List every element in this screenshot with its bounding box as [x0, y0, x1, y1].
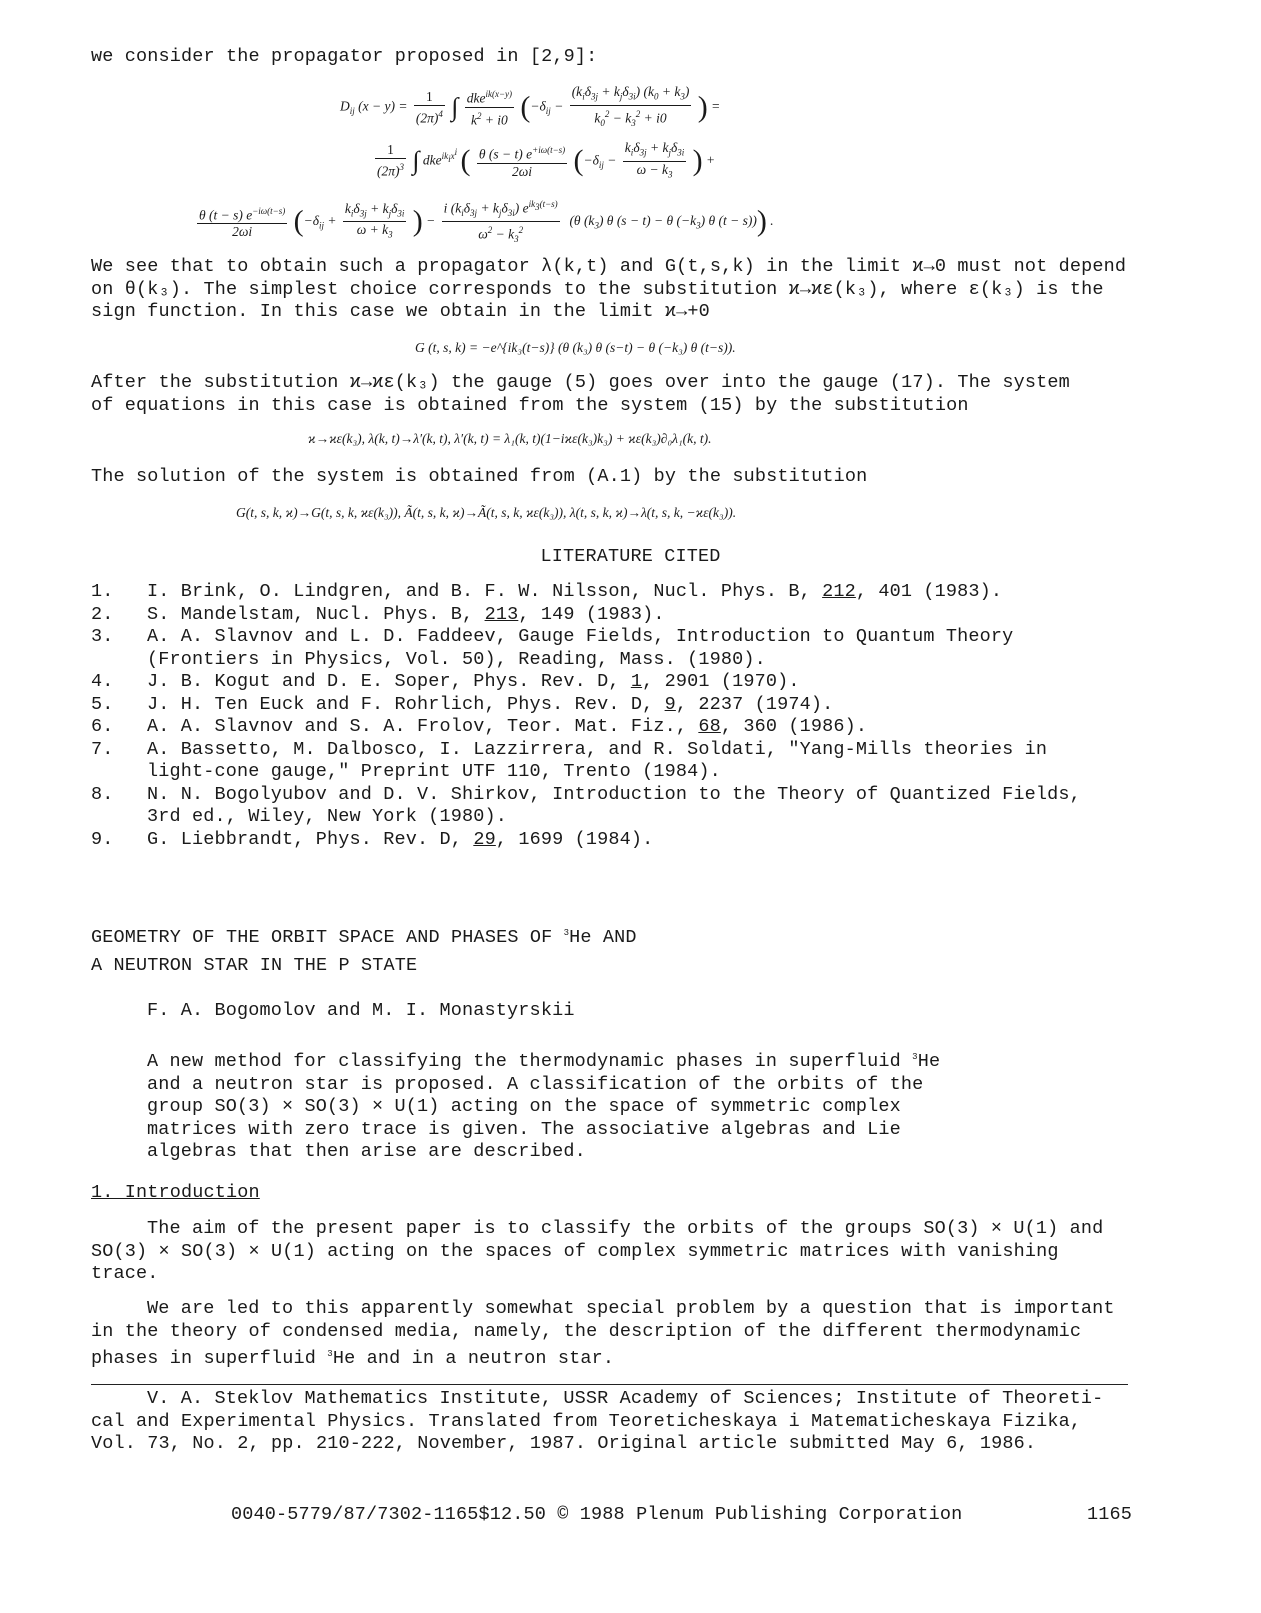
article-title-line1: GEOMETRY OF THE ORBIT SPACE AND PHASES OF $^3$He AND — [91, 927, 637, 949]
equation-solution: G(t, s, k, ϰ)→G(t, s, k, ϰε(k₃)), Ã(t, s, k, ϰ)→Ã(t, s, k, ϰε(k₃)), λ(t, s, k, ϰ)→λ(t, s, k, −ϰε(k₃)). — [236, 505, 737, 520]
reference-item: 5. J. H. Ten Euck and F. Rohrlich, Phys. Rev. D, 9, 2237 (1974). — [91, 693, 834, 715]
propagator-equation-line2: $\frac{1}{(2\pi)^3}$ ∫ dke$^{ik_ix^i}$ ( $\frac{\theta (s - t) e^{+i\omega(t-s)}}{2\omega i}$ ($-\delta_{ij}$ − $\frac{k_i\delta_{3j} + k_j\delta_{3i}}{\omega - k_3}$ ) + — [377, 140, 716, 180]
footnote-line2: cal and Experimental Physics. Translated from Teoreticheskaya i Matematicheskaya Fizika, — [91, 1410, 1082, 1432]
propagator-equation-line3: $\frac{\theta (t - s) e^{-i\omega(t-s)}}{2\omega i}$ ($-\delta_{ij}$ + $\frac{k_i\delta_{3j} + k_j\delta_{3i}}{\omega + k_3}$ ) − $\frac{i (k_i\delta_{3j} + k_j\delta_{3i}) e^{ik_3(t-s)}}{\omega^2 - k_3^2}$ (θ $(k_3)$ θ (s − t) − θ $(-k_3)$ θ (t − s))) . — [194, 196, 774, 247]
footnote-line3: Vol. 73, No. 2, pp. 210-222, November, 1987. Original article submitted May 6, 1986. — [91, 1433, 1037, 1454]
reference-item: 1. I. Brink, O. Lindgren, and B. F. W. Nilsson, Nucl. Phys. B, 212, 401 (1983). — [91, 581, 1003, 602]
abstract-line2: and a neutron star is proposed. A classification of the orbits of the — [147, 1073, 924, 1095]
article-abstract — [147, 1046, 940, 1164]
paragraph-1-line3: sign function. In this case we obtain in the limit ϰ→+0 — [91, 301, 710, 322]
abstract-line4: matrices with zero trace is given. The associative algebras and Lie — [147, 1118, 901, 1140]
intro-line: we consider the propagator proposed in [2,9]: — [91, 46, 598, 67]
paragraph-2-line1: After the substitution ϰ→ϰε(k₃) the gauge (5) goes over into the gauge (17). The system — [91, 372, 1070, 393]
abstract-line3: group SO(3) × SO(3) × U(1) acting on the space of symmetric complex — [147, 1096, 901, 1118]
abstract-line5: algebras that then arise are described. — [147, 1141, 586, 1163]
intro-paragraph-2-line2: in the theory of condensed media, namely, the description of the different thermodynamic — [91, 1320, 1082, 1342]
intro-paragraph-1-line2: SO(3) × SO(3) × U(1) acting on the spaces of complex symmetric matrices with vanishing — [91, 1240, 1059, 1262]
reference-item: 2. S. Mandelstam, Nucl. Phys. B, 213, 149 (1983). — [91, 603, 665, 625]
section-heading: 1. Introduction — [91, 1182, 260, 1203]
reference-item: 7. A. Bassetto, M. Dalbosco, I. Lazzirrera, and R. Soldati, "Yang-Mills theories in light-cone gauge," Preprint UTF 110, Trento (1984). — [91, 738, 1048, 782]
paragraph-2 — [91, 372, 1070, 417]
paragraph-1-line2: on θ(k₃). The simplest choice corresponds to the substitution ϰ→ϰε(k₃), where ε(k₃) is the — [91, 278, 1104, 300]
abstract-line1: A new method for classifying the thermodynamic phases in superfluid $^3$He — [147, 1051, 941, 1073]
paragraph-1-line1: We see that to obtain such a propagator λ(k,t) and G(t,s,k) in the limit ϰ→0 must not depend — [91, 256, 1127, 277]
reference-item: 3. A. A. Slavnov and L. D. Faddeev, Gauge Fields, Introduction to Quantum Theory (Frontiers in Physics, Vol. 50), Reading, Mass. (1980). — [91, 626, 1014, 670]
paragraph-2-line2: of equations in this case is obtained from the system (15) by the substitution — [91, 394, 969, 416]
propagator-equation-line1: $D_{ij}$ (x − y) = $\frac{1}{(2\pi)^4}$ ∫ $\frac{dke^{ik(x-y)}}{k^2 + i0}$ ($-\delta_{ij}$ − $\frac{(k_i\delta_{3j} + k_j\delta_{3i}) (k_0 + k_3)}{k_0^2 - k_3^2 + i0}$ ) = — [340, 84, 721, 128]
intro-paragraph-2 — [91, 1298, 1115, 1371]
equation-G: G (t, s, k) = −e^{ik₃(t−s)} (θ (k₃) θ (s−t) − θ (−k₃) θ (t−s)). — [415, 340, 736, 355]
footnote — [91, 1388, 1103, 1456]
article-authors: F. A. Bogomolov and M. I. Monastyrskii — [147, 1000, 575, 1021]
equation-substitution: ϰ→ϰε(k₃), λ(k, t)→λ′(k, t), λ′(k, t) = λ₁(k, t)(1−iϰε(k₃)k₃) + ϰε(k₃)∂₀λ₁(k, t). — [308, 431, 712, 446]
page-number: 1165 — [1087, 1504, 1133, 1525]
article-title-line2: A NEUTRON STAR IN THE P STATE — [91, 955, 418, 976]
footnote-line1: V. A. Steklov Mathematics Institute, USSR Academy of Sciences; Institute of Theoreti- — [147, 1388, 1104, 1409]
intro-paragraph-1-line3: trace. — [91, 1263, 159, 1284]
intro-paragraph-1-line1: The aim of the present paper is to classify the orbits of the groups SO(3) × U(1) and — [147, 1218, 1104, 1239]
intro-paragraph-1 — [91, 1218, 1103, 1286]
intro-paragraph-2-line3: phases in superfluid $^3$He and in a neutron star. — [91, 1348, 615, 1370]
reference-item: 9. G. Liebbrandt, Phys. Rev. D, 29, 1699 (1984). — [91, 828, 654, 850]
footer-publication-code: 0040-5779/87/7302-1165$12.50 © 1988 Plenum Publishing Corporation — [231, 1504, 963, 1525]
reference-list — [91, 581, 1131, 851]
reference-item: 8. N. N. Bogolyubov and D. V. Shirkov, Introduction to the Theory of Quantized Fields, 3rd ed., Wiley, New York (1980). — [91, 783, 1081, 827]
footnote-divider — [91, 1384, 1128, 1385]
reference-item: 4. J. B. Kogut and D. E. Soper, Phys. Rev. D, 1, 2901 (1970). — [91, 671, 800, 692]
intro-paragraph-2-line1: We are led to this apparently somewhat special problem by a question that is important — [147, 1298, 1115, 1319]
paragraph-3: The solution of the system is obtained from (A.1) by the substitution — [91, 466, 868, 487]
literature-cited-heading: LITERATURE CITED — [540, 546, 721, 567]
reference-item: 6. A. A. Slavnov and S. A. Frolov, Teor. Mat. Fiz., 68, 360 (1986). — [91, 716, 868, 737]
paragraph-1 — [91, 256, 1126, 324]
